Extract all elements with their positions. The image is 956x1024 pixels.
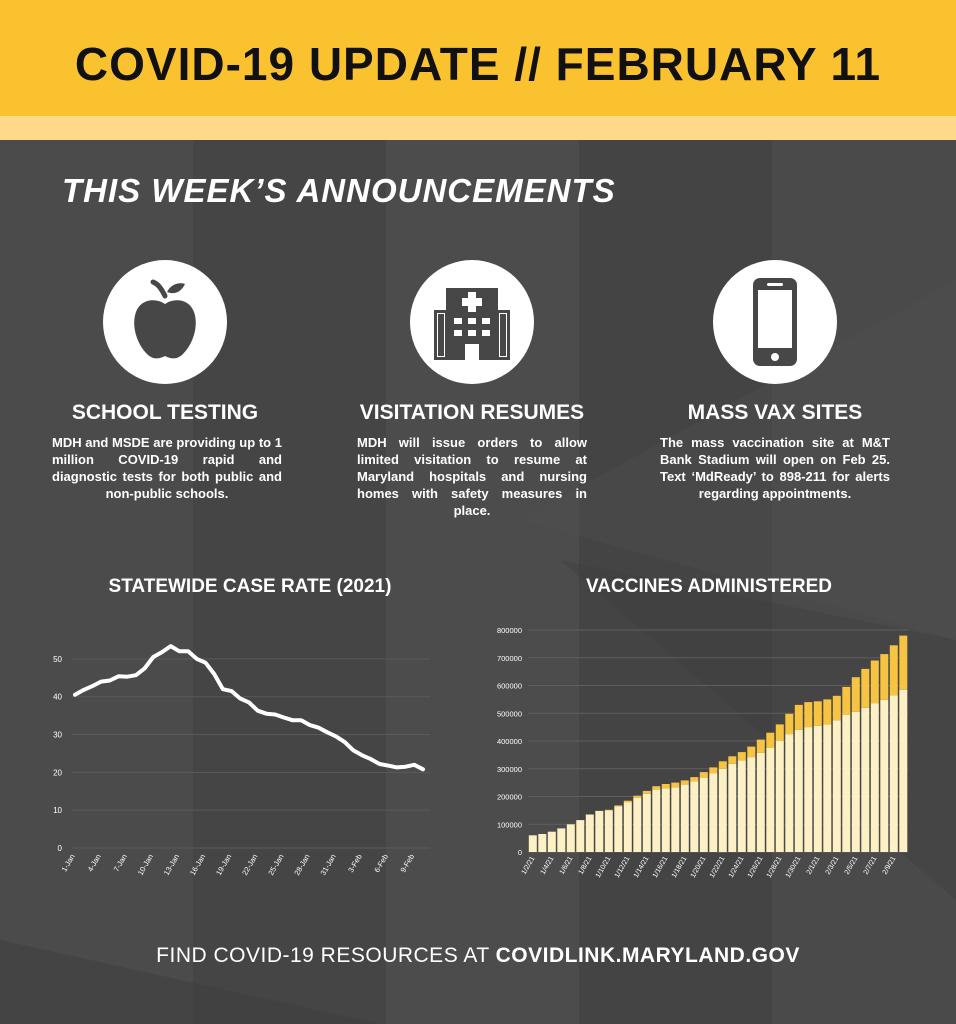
bar-segment-upper [776, 724, 784, 741]
bar-segment-lower [814, 726, 822, 852]
bar-segment-lower [833, 720, 841, 852]
visitation-resumes-text: MDH will issue orders to allow limited visitation to resume at Maryland hospitals and nursing homes with safety measures in place. [357, 435, 587, 518]
bar-segment-lower [795, 730, 803, 852]
bar-segment-lower [557, 828, 565, 852]
bar-segment-lower [861, 708, 869, 852]
school-testing-title: SCHOOL TESTING [71, 401, 259, 424]
bar-segment-upper [605, 810, 613, 811]
x-tick-label: 6-Feb [372, 852, 390, 874]
y-tick-label: 600000 [496, 681, 522, 691]
x-tick-label: 2/9/21 [881, 855, 898, 876]
bar-segment-upper [738, 752, 746, 760]
y-tick-label: 50 [53, 654, 62, 664]
bar-segment-upper [871, 661, 879, 704]
bar-segment-lower [662, 788, 670, 852]
bar-segment-lower [842, 715, 850, 852]
announcements-heading: THIS WEEK’S ANNOUNCEMENTS [62, 172, 616, 209]
y-tick-label: 100000 [496, 820, 522, 830]
bar-segment-upper [795, 705, 803, 730]
x-tick-label: 19-Jan [214, 852, 234, 877]
x-tick-label: 2/5/21 [843, 855, 860, 876]
x-tick-label: 1/24/21 [727, 855, 746, 880]
bar-segment-lower [899, 690, 907, 852]
smartphone-icon [713, 260, 837, 384]
bar-segment-lower [757, 753, 765, 852]
x-tick-label: 1-Jan [59, 852, 77, 874]
x-tick-label: 1/2/21 [520, 855, 537, 876]
x-tick-label: 31-Jan [318, 852, 338, 877]
bar-segment-upper [861, 669, 869, 708]
bar-segment-lower [747, 757, 755, 852]
bar-segment-upper [719, 761, 727, 769]
y-tick-label: 400000 [496, 737, 522, 746]
y-tick-label: 20 [53, 768, 62, 778]
bar-segment-lower [529, 835, 537, 852]
bar-segment-lower [719, 769, 727, 852]
x-tick-label: 1/8/21 [577, 855, 594, 876]
y-tick-label: 30 [53, 730, 62, 740]
x-tick-label: 22-Jan [240, 852, 260, 877]
vaccines-chart [480, 620, 920, 890]
y-tick-label: 200000 [496, 792, 522, 802]
bar-segment-upper [880, 654, 888, 700]
bar-segment-upper [652, 786, 660, 789]
bar-segment-lower [709, 774, 717, 853]
bar-segment-upper [671, 783, 679, 788]
bar-segment-upper [681, 780, 689, 784]
y-tick-label: 800000 [496, 626, 522, 635]
bar-segment-lower [681, 785, 689, 852]
bar-segment-upper [662, 784, 670, 788]
x-tick-label: 1/6/21 [558, 855, 575, 876]
y-tick-label: 0 [57, 844, 62, 853]
bar-segment-lower [728, 764, 736, 852]
bar-segment-lower [738, 760, 746, 852]
bar-segment-upper [899, 636, 907, 690]
x-tick-label: 1/26/21 [746, 855, 765, 880]
bar-segment-lower [624, 802, 632, 852]
footer-text: FIND COVID-19 RESOURCES AT [156, 944, 496, 967]
case-rate-chart-title: STATEWIDE CASE RATE (2021) [108, 576, 392, 597]
bar-segment-lower [595, 811, 603, 852]
x-tick-label: 2/7/21 [862, 855, 879, 876]
x-tick-label: 28-Jan [292, 852, 312, 877]
bar-segment-lower [785, 734, 793, 852]
bar-segment-lower [548, 832, 556, 852]
bar-segment-upper [624, 801, 632, 802]
bar-segment-upper [766, 733, 774, 748]
bar-segment-upper [709, 767, 717, 773]
bar-segment-upper [890, 645, 898, 695]
bar-segment-lower [776, 741, 784, 852]
bar-segment-lower [804, 727, 812, 852]
page-title: COVID-19 UPDATE // FEBRUARY 11 [74, 38, 882, 90]
y-tick-label: 0 [517, 848, 522, 857]
x-tick-label: 1/18/21 [670, 855, 689, 880]
vaccines-chart-title: VACCINES ADMINISTERED [586, 576, 832, 597]
x-tick-label: 2/3/21 [824, 855, 841, 876]
x-tick-label: 4-Jan [85, 852, 103, 874]
x-tick-label: 9-Feb [398, 852, 417, 874]
x-tick-label: 1/4/21 [539, 855, 556, 876]
bar-segment-upper [833, 696, 841, 720]
x-tick-label: 1/14/21 [632, 855, 651, 880]
bar-segment-lower [766, 748, 774, 852]
x-tick-label: 1/20/21 [689, 855, 708, 880]
bar-segment-upper [690, 777, 698, 781]
bar-segment-lower [643, 794, 651, 852]
bar-segment-lower [633, 798, 641, 852]
bar-segment-lower [586, 815, 594, 853]
bar-segment-lower [576, 820, 584, 852]
bar-segment-lower [605, 810, 613, 852]
bar-segment-lower [690, 781, 698, 852]
bar-segment-lower [852, 712, 860, 852]
y-tick-label: 500000 [496, 709, 522, 719]
apple-icon-circle [103, 260, 227, 384]
bar-segment-upper [814, 701, 822, 725]
x-tick-label: 1/10/21 [594, 855, 613, 880]
case-rate-chart [40, 630, 440, 890]
y-tick-label: 40 [53, 692, 62, 702]
bar-segment-upper [852, 677, 860, 712]
x-tick-label: 1/12/21 [613, 855, 632, 880]
bar-segment-lower [823, 724, 831, 852]
x-tick-label: 10-Jan [135, 852, 156, 877]
mass-vax-sites-title: MASS VAX SITES [687, 401, 863, 424]
x-tick-label: 16-Jan [187, 852, 208, 877]
bar-segment-lower [890, 695, 898, 852]
x-tick-label: 2/1/21 [805, 855, 822, 876]
bar-segment-lower [871, 704, 879, 853]
bar-segment-lower [538, 834, 546, 852]
bar-segment-upper [757, 740, 765, 753]
visitation-resumes-title: VISITATION RESUMES [359, 401, 585, 424]
bar-segment-upper [728, 756, 736, 764]
apple-icon [103, 260, 227, 384]
school-testing-text: MDH and MSDE are providing up to 1 million COVID-19 rapid and diagnostic tests for both public and non-public schools. [52, 435, 282, 501]
bar-segment-upper [643, 791, 651, 794]
covidlink-url[interactable]: COVIDLINK.MARYLAND.GOV [495, 944, 800, 967]
x-tick-label: 1/28/21 [765, 855, 784, 880]
bar-segment-upper [633, 796, 641, 798]
bar-segment-upper [823, 699, 831, 724]
x-tick-label: 1/22/21 [708, 855, 727, 880]
case-rate-line [75, 646, 423, 769]
bar-segment-upper [700, 772, 708, 778]
bar-segment-lower [880, 700, 888, 852]
mass-vax-sites-text: The mass vaccination site at M&T Bank Stadium will open on Feb 25. Text ‘MdReady’ to 898-211 for alerts regarding appointments. [660, 435, 890, 501]
y-tick-label: 700000 [496, 653, 522, 663]
bar-segment-lower [700, 778, 708, 852]
bar-segment-lower [652, 790, 660, 852]
smartphone-icon-circle [713, 260, 837, 384]
bar-segment-lower [671, 787, 679, 852]
x-tick-label: 13-Jan [161, 852, 182, 877]
bar-segment-upper [614, 805, 622, 806]
header-banner-underline [0, 116, 956, 140]
bar-segment-upper [842, 687, 850, 715]
y-tick-label: 10 [53, 806, 62, 816]
y-tick-label: 300000 [496, 764, 522, 774]
hospital-icon-circle [410, 260, 534, 384]
bar-segment-lower [614, 806, 622, 852]
bar-segment-upper [804, 702, 812, 727]
hospital-icon [410, 260, 534, 384]
bar-segment-lower [567, 824, 575, 852]
bar-segment-upper [785, 714, 793, 734]
x-tick-label: 1/30/21 [784, 855, 803, 880]
x-tick-label: 1/16/21 [651, 855, 670, 880]
bar-segment-upper [747, 747, 755, 758]
x-tick-label: 3-Feb [346, 852, 364, 874]
x-tick-label: 7-Jan [111, 852, 129, 874]
footer [0, 944, 956, 968]
x-tick-label: 25-Jan [266, 852, 286, 877]
